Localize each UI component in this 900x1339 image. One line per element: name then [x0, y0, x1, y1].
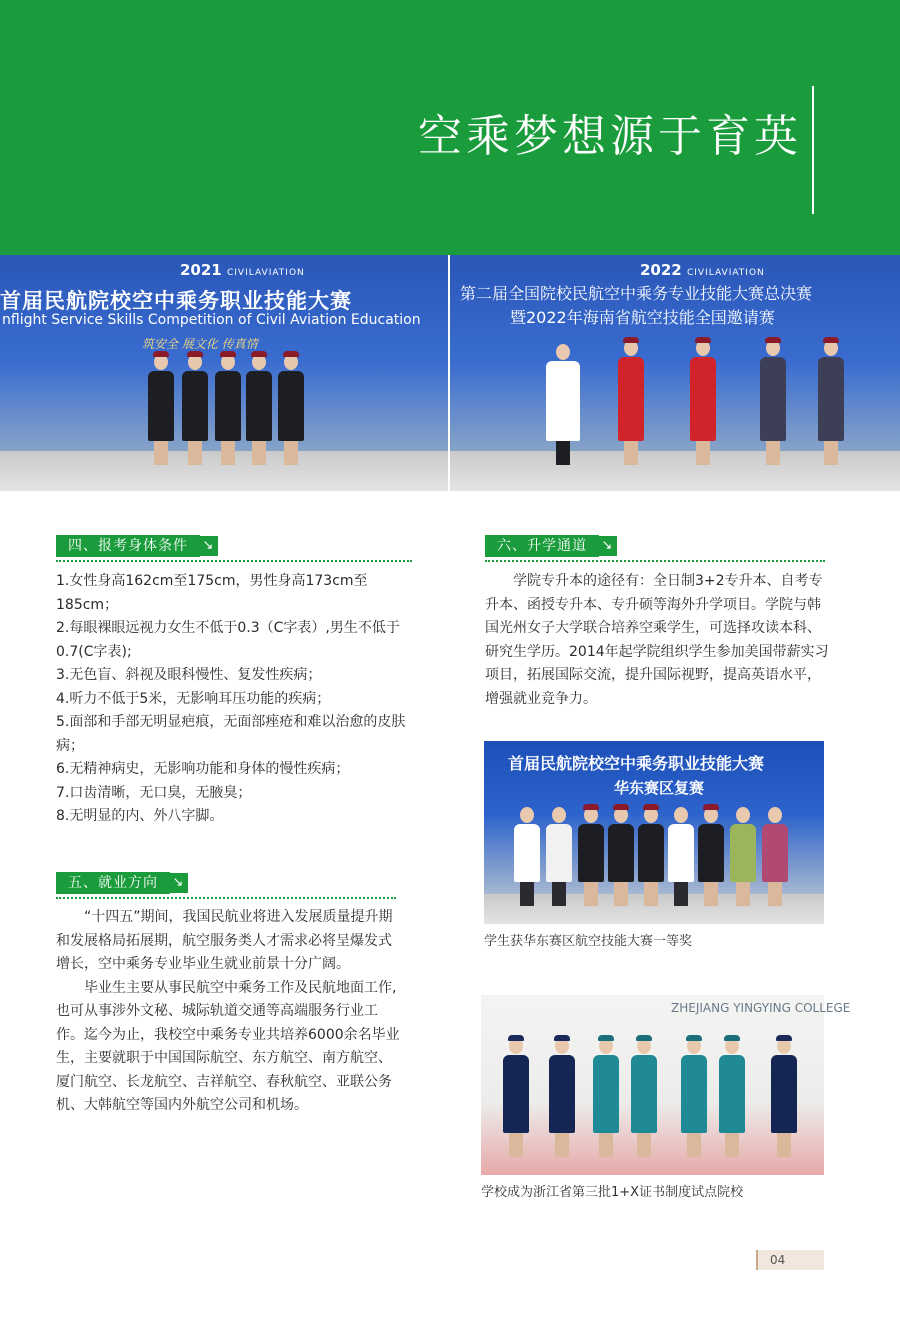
section-label: 四、报考身体条件 [56, 535, 200, 557]
attendant-figure [638, 804, 664, 906]
section-label: 五、就业方向 [56, 872, 170, 894]
attendant-figure [246, 351, 272, 465]
attendant-figure [690, 337, 716, 465]
attendant-figure [503, 1035, 529, 1157]
section-heading-physical [56, 535, 412, 557]
banner-subtitle: 华东赛区复赛 [614, 779, 705, 797]
attendant-figure [608, 804, 634, 906]
attendant-figure [148, 351, 174, 465]
photo-1x-pilot-school [481, 995, 851, 1175]
attendant-figure [719, 1035, 745, 1157]
list-item: 7.口齿清晰，无口臭，无腋臭； [56, 784, 252, 801]
list-item: 2.每眼裸眼远视力女生不低于0.3（C字表）,男生不低于0.7(C字表); [56, 620, 400, 660]
arrow-down-right-icon: ↘ [168, 873, 188, 893]
banner-title-line2: 暨2022年海南省航空技能全国邀请赛 [510, 308, 775, 327]
attendant-figure [631, 1035, 657, 1157]
page-number-marker [756, 1250, 758, 1270]
section-heading-employment [56, 872, 396, 894]
list-item: 8.无明显的内、外八字脚。 [56, 808, 224, 824]
dotted-divider [56, 897, 396, 899]
physical-requirements-list [56, 570, 408, 829]
figure [546, 807, 572, 906]
list-item: 1.女性身高162cm至175cm，男性身高173cm至185cm； [56, 573, 368, 613]
banner-slogan: 筑安全 展文化 传真情 [142, 337, 258, 351]
dotted-divider [485, 560, 825, 562]
photo-caption: 学校成为浙江省第三批1+X证书制度试点院校 [481, 1185, 744, 1200]
attendant-figure [182, 351, 208, 465]
banner-year: 2022 CIVILAVIATION [640, 261, 765, 279]
attendant-figure [681, 1035, 707, 1157]
staff-figure [546, 344, 580, 465]
page-title: 空乘梦想源于育英 [418, 111, 802, 162]
section-label: 六、升学通道 [485, 535, 599, 557]
attendant-figure [698, 804, 724, 906]
attendant-figure [618, 337, 644, 465]
attendant-figure [771, 1035, 797, 1157]
page-number: 04 [756, 1250, 824, 1270]
figure [730, 807, 756, 906]
photo-2021-competition [0, 255, 448, 491]
paragraph: “十四五”期间，我国民航业将进入发展质量提升期和发展格局拓展期，航空服务类人才需求必将呈爆发式增长，空中乘务专业毕业生就业前景十分广阔。 [56, 909, 393, 972]
attendant-figure [278, 351, 304, 465]
list-item: 6.无精神病史，无影响功能和身体的慢性疾病； [56, 761, 350, 777]
backdrop-text: ZHEJIANG YINGYING COLLEGE [671, 1001, 851, 1015]
attendant-figure [593, 1035, 619, 1157]
attendant-figure [578, 804, 604, 906]
arrow-down-right-icon: ↘ [597, 536, 617, 556]
banner-year: 2021 CIVILAVIATION [180, 261, 305, 279]
list-item: 4.听力不低于5米，无影响耳压功能的疾病； [56, 690, 331, 707]
paragraph: 毕业生主要从事民航空中乘务工作及民航地面工作,也可从事涉外文秘、城际轨道交通等高端服务行业工作。迄今为止，我校空中乘务专业共培养6000余名毕业生，主要就职于中国国际航空、东方航空、南方航空、厦门航空、长龙航空、吉祥航空、春秋航空、亚联公务机、大韩航空等国内外航空公司和机场。 [56, 979, 400, 1113]
figure [668, 807, 694, 906]
attendant-figure [818, 337, 844, 465]
paragraph: 学院专升本的途径有：全日制3+2专升本、自考专升本、函授专升本、专升硕等海外升学项目。学院与韩国光州女子大学联合培养空乘学生，可选择攻读本科、研究生学历。2014年起学院组织学生参加美国带薪实习项目，拓展国际交流，提升国际视野，提高英语水平，增强就业竞争力。 [485, 573, 829, 707]
employment-text [56, 906, 402, 1118]
further-study-text [485, 570, 831, 711]
section-heading-further-study [485, 535, 825, 557]
arrow-down-right-icon: ↘ [198, 536, 218, 556]
photo-caption: 学生获华东赛区航空技能大赛一等奖 [484, 934, 693, 949]
list-item: 3.无色盲、斜视及眼科慢性、复发性疾病； [56, 667, 322, 683]
figure [514, 807, 540, 906]
banner-english: nflight Service Skills Competition of Civil Aviation Education [2, 312, 421, 328]
photo-2022-competition [450, 255, 900, 491]
figure [762, 807, 788, 906]
list-item: 5.面部和手部无明显疤痕，无面部痤疮和难以治愈的皮肤病； [56, 714, 406, 754]
dotted-divider [56, 560, 412, 562]
header-band [0, 0, 900, 255]
attendant-figure [549, 1035, 575, 1157]
banner-title: 首届民航院校空中乘务职业技能大赛 [508, 754, 765, 773]
attendant-figure [215, 351, 241, 465]
banner-title: 第二届全国院校民航空中乘务专业技能大赛总决赛 [460, 284, 813, 303]
header-divider [812, 86, 814, 214]
attendant-figure [760, 337, 786, 465]
banner-title: 首届民航院校空中乘务职业技能大赛 [0, 289, 352, 313]
photo-east-china-award [484, 741, 824, 924]
